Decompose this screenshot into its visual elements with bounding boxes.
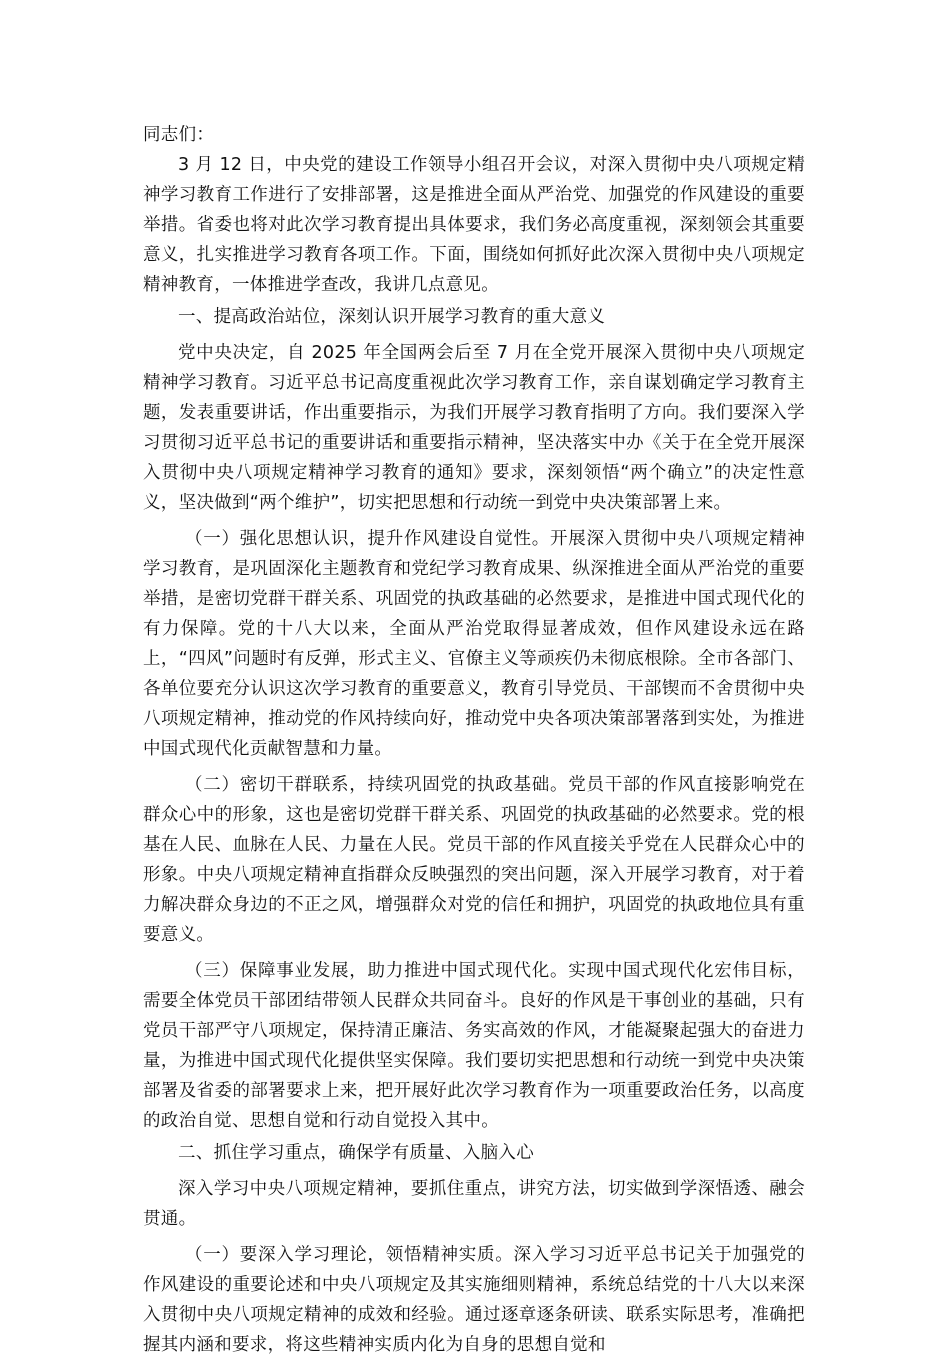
document-body [143, 120, 805, 1360]
paragraph-point-1-2: （二）密切干群联系，持续巩固党的执政基础。党员干部的作风直接影响党在群众心中的形象，这也是密切党群干群关系、巩固党的执政基础的必然要求。党的根基在人民、血脉在人民、力量在人民。党员干部的作风直接关乎党在人民群众心中的形象。中央八项规定精神直指群众反映强烈的突出问题，深入开展学习教育，对于着力解决群众身边的不正之风，增强群众对党的信任和拥护，巩固党的执政地位具有重要意义。 [143, 775, 805, 945]
intro-paragraph: 3 月 12 日，中央党的建设工作领导小组召开会议，对深入贯彻中央八项规定精神学习教育工作进行了安排部署，这是推进全面从严治党、加强党的作风建设的重要举措。省委也将对此次学习教育提出具体要求，我们务必高度重视，深刻领会其重要意义，扎实推进学习教育各项工作。下面，围绕如何抓好此次深入贯彻中央八项规定精神教育，一体推进学查改，我讲几点意见。 [143, 155, 805, 295]
paragraph-point-2-1: （一）要深入学习理论，领悟精神实质。深入学习习近平总书记关于加强党的作风建设的重要论述和中央八项规定及其实施细则精神，系统总结党的十八大以来深入贯彻中央八项规定精神的成效和经验。通过逐章逐条研读、联系实际思考，准确把握其内涵和要求，将这些精神实质内化为自身的思想自觉和 [143, 1245, 805, 1355]
paragraph-central-decision: 党中央决定，自 2025 年全国两会后至 7 月在全党开展深入贯彻中央八项规定精神学习教育。习近平总书记高度重视此次学习教育工作，亲自谋划确定学习教育主题，发表重要讲话，作出重要指示，为我们开展学习教育指明了方向。我们要深入学习贯彻习近平总书记的重要讲话和重要指示精神，坚决落实中办《关于在全党开展深入贯彻中央八项规定精神学习教育的通知》要求，深刻领悟“两个确立”的决定性意义，坚决做到“两个维护”，切实把思想和行动统一到党中央决策部署上来。 [143, 343, 805, 513]
paragraph-point-1-1: （一）强化思想认识，提升作风建设自觉性。开展深入贯彻中央八项规定精神学习教育，是巩固深化主题教育和党纪学习教育成果、纵深推进全面从严治党的重要举措，是密切党群干群关系、巩固党的执政基础的必然要求，是推进中国式现代化的有力保障。党的十八大以来，全面从严治党取得显著成效，但作风建设永远在路上，“四风”问题时有反弹，形式主义、官僚主义等顽疾仍未彻底根除。全市各部门、各单位要充分认识这次学习教育的重要意义，教育引导党员、干部锲而不舍贯彻中央八项规定精神，推动党的作风持续向好，推动党中央各项决策部署落到实处，为推进中国式现代化贡献智慧和力量。 [143, 529, 805, 759]
section-heading-2: 二、抓住学习重点，确保学有质量、入脑入心 [178, 1143, 534, 1163]
salutation: 同志们： [143, 125, 215, 145]
section-heading-1: 一、提高政治站位，深刻认识开展学习教育的重大意义 [178, 307, 606, 327]
paragraph-point-1-3: （三）保障事业发展，助力推进中国式现代化。实现中国式现代化宏伟目标，需要全体党员干部团结带领人民群众共同奋斗。良好的作风是干事创业的基础，只有党员干部严守八项规定，保持清正廉洁、务实高效的作风，才能凝聚起强大的奋进力量，为推进中国式现代化提供坚实保障。我们要切实把思想和行动统一到党中央决策部署及省委的部署要求上来，把开展好此次学习教育作为一项重要政治任务，以高度的政治自觉、思想自觉和行动自觉投入其中。 [143, 961, 805, 1131]
paragraph-study-focus: 深入学习中央八项规定精神，要抓住重点，讲究方法，切实做到学深悟透、融会贯通。 [143, 1179, 805, 1229]
